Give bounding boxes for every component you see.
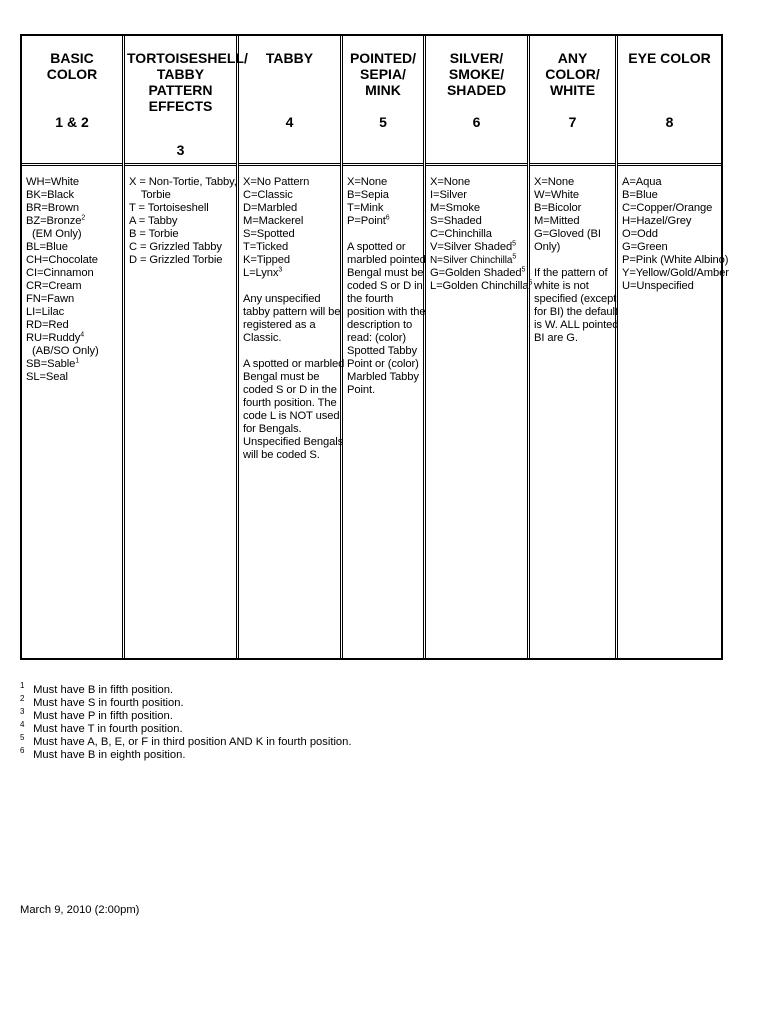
code-entry: SL=Seal [26,371,68,383]
code-entry: C=Classic [243,189,293,201]
footnote-reference: 1 [75,357,80,365]
column-title: POINTED/ SEPIA/ MINK [349,50,417,98]
column-7 [618,36,729,658]
code-entry: SB=Sable$^1$ [26,357,80,370]
code-entry: A spotted or marbled [243,358,345,370]
code-entry: C = Grizzled Tabby [129,241,222,253]
footnote-reference: 5 [512,240,516,248]
code-entry: tabby pattern will be [243,306,341,318]
code-entry: D = Grizzled Torbie [129,254,223,266]
code-entry: N=Silver Chinchilla$^5$ [430,253,517,266]
footnote-text: Must have S in fourth position. [33,697,184,709]
code-entry: CR=Cream [26,280,82,292]
footnote-reference: 5 [521,266,526,274]
code-entry: (AB/SO Only) [26,345,99,357]
code-entry: A spotted or [347,241,406,253]
column-title: ANY COLOR/ WHITE [545,50,600,98]
footnote: 5 Must have A, B, E, or F in third position AND K in fourth position. [20,733,352,748]
column-position-number: 4 [285,114,294,130]
code-entry: I=Silver [430,189,467,201]
footnote: 1 Must have B in fifth position. [20,681,174,696]
code-entry: WH=White [26,176,79,188]
code-entry: Unspecified Bengals [243,436,344,448]
code-entry: for Bengals. [243,423,302,435]
column-5 [426,36,533,658]
code-entry: M=Mackerel [243,215,304,227]
column-codes [426,166,533,658]
code-entry: L=Lynx$^3$ [243,266,283,279]
code-entry: BL=Blue [26,241,68,253]
column-title: TABBY [265,50,314,66]
code-entry: Torbie [129,189,171,201]
code-entry: the fourth [347,293,394,305]
code-entry: CI=Cinnamon [26,267,94,279]
spacer [243,345,337,358]
code-entry: G=Green [622,241,668,253]
column-codes [22,166,122,658]
code-entry: S=Shaded [430,215,482,227]
column-position-number: 7 [568,114,577,130]
code-entry: B=Blue [622,189,658,201]
column-title: TORTOISESHELL/ TABBY PATTERN EFFECTS [127,50,248,114]
code-entry: Only) [534,241,561,253]
code-entry: FN=Fawn [26,293,75,305]
column-title: EYE COLOR [628,50,711,66]
code-entry: M=Mitted [534,215,580,227]
column-6 [530,36,618,658]
code-entry: X=None [534,176,575,188]
footnote-text: Must have A, B, E, or F in third position AND K in fourth position. [33,736,352,748]
code-entry: registered as a [243,319,316,331]
code-entry: A=Aqua [622,176,662,188]
code-entry: marbled pointed [347,254,426,266]
footnote-text: Must have T in fourth position. [33,723,183,735]
column-header [125,36,248,166]
code-entry: X=None [347,176,388,188]
code-entry: Y=Yellow/Gold/Amber [622,267,729,279]
code-entry: A = Tabby [129,215,178,227]
code-entry: BZ=Bronze$^2$ [26,214,86,227]
code-entry: RU=Ruddy$^4$ [26,331,85,344]
column-position-number: 1 & 2 [55,114,89,130]
column-codes [239,166,345,658]
footnote-reference: 2 [81,214,86,222]
code-entry: O=Odd [622,228,658,240]
column-position-number: 5 [379,114,387,130]
code-entry: LI=Lilac [26,306,65,318]
column-header [343,36,423,166]
document-date: March 9, 2010 (2:00pm) [20,904,140,916]
code-entry: BI are G. [534,332,578,344]
code-entry: Point. [347,384,376,396]
spacer [347,228,420,241]
code-entry: BK=Black [26,189,75,201]
code-entry: P=Pink (White Albino) [622,254,729,266]
code-entry: G=Gloved (BI [534,228,601,240]
column-4 [343,36,426,658]
column-title: BASIC COLOR [46,50,98,82]
code-entry: B = Torbie [129,228,179,240]
footnotes [20,681,352,762]
footnote-reference: 3 [278,266,283,274]
column-position-number: 8 [665,114,674,130]
code-entry: B=Sepia [347,189,389,201]
footnote-reference: 6 [385,214,390,222]
column-header [530,36,615,166]
column-header [618,36,721,166]
code-entry: Bengal must be [347,267,424,279]
spacer [243,280,337,293]
code-entry: W=White [534,189,579,201]
code-entry: D=Marbled [243,202,298,214]
footnote: 4 Must have T in fourth position. [20,720,183,735]
code-entry: M=Smoke [430,202,480,214]
code-entry: Classic. [243,332,282,344]
column-codes [343,166,426,658]
column-header [426,36,527,166]
code-entry: position with the [347,306,426,318]
code-entry: S=Spotted [243,228,295,240]
column-header [22,36,122,166]
code-entry: RD=Red [26,319,69,331]
code-entry: Spotted Tabby [347,345,418,357]
column-title: SILVER/ SMOKE/ SHADED [446,50,507,98]
code-entry: will be coded S. [243,449,320,461]
code-entry: coded S or D in the [243,384,337,396]
code-entry: B=Bicolor [534,202,582,214]
code-entry: C=Chinchilla [430,228,492,240]
code-entry: for BI) the default [534,306,618,318]
code-entry: code L is NOT used [243,410,340,422]
footnote-text: Must have B in fifth position. [33,684,174,696]
code-entry: white is not [534,280,589,292]
code-entry: X=No Pattern [243,176,310,188]
code-entry: C=Copper/Orange [622,202,713,214]
code-entry: Bengal must be [243,371,320,383]
code-entry: T=Ticked [243,241,289,253]
code-entry: CH=Chocolate [26,254,98,266]
column-position-number: 6 [472,114,481,130]
code-entry: description to [347,319,413,331]
code-entry: (EM Only) [26,228,82,240]
footnote-reference: 5 [512,253,517,261]
code-entry: X = Non-Tortie, Tabby, [129,176,237,188]
code-entry: U=Unspecified [622,280,694,292]
code-entry: specified (except [534,293,617,305]
footnote-reference: 5 [528,279,533,287]
code-entry: H=Hazel/Grey [622,215,692,227]
footnote: 6 Must have B in eighth position. [20,746,186,761]
code-entry: BR=Brown [26,202,79,214]
footnote-text: Must have B in eighth position. [33,749,186,761]
code-entry: V=Silver Shaded$^5$ [430,240,516,253]
footnote-text: Must have P in fifth position. [33,710,173,722]
code-entry: read: (color) [347,332,407,344]
column-3 [239,36,343,658]
code-entry: Any unspecified [243,293,321,305]
column-2 [125,36,248,658]
code-entry: T=Mink [347,202,384,214]
spacer [534,254,612,267]
footnote-reference: 4 [80,331,85,339]
code-entry: L=Golden Chinchilla$^5$ [430,279,533,292]
code-entry: P=Point$^6$ [347,214,390,227]
code-entry: Point or (color) [347,358,419,370]
code-entry: is W. ALL pointed [534,319,619,331]
column-codes [530,166,619,658]
footnote: 3 Must have P in fifth position. [20,707,173,722]
code-entry: If the pattern of [534,267,608,279]
column-header [239,36,340,166]
column-1 [22,36,125,658]
column-position-number: 3 [176,142,185,158]
code-entry: fourth position. The [243,397,337,409]
color-code-table [20,34,729,660]
footnote: 2 Must have S in fourth position. [20,694,184,709]
code-entry: X=None [430,176,471,188]
code-entry: Marbled Tabby [347,371,419,383]
code-entry: K=Tipped [243,254,290,266]
code-entry: G=Golden Shaded$^5$ [430,266,526,279]
column-codes [618,166,729,658]
code-entry: T = Tortoiseshell [129,202,209,214]
code-entry: coded S or D in [347,280,423,292]
column-codes [125,166,236,658]
